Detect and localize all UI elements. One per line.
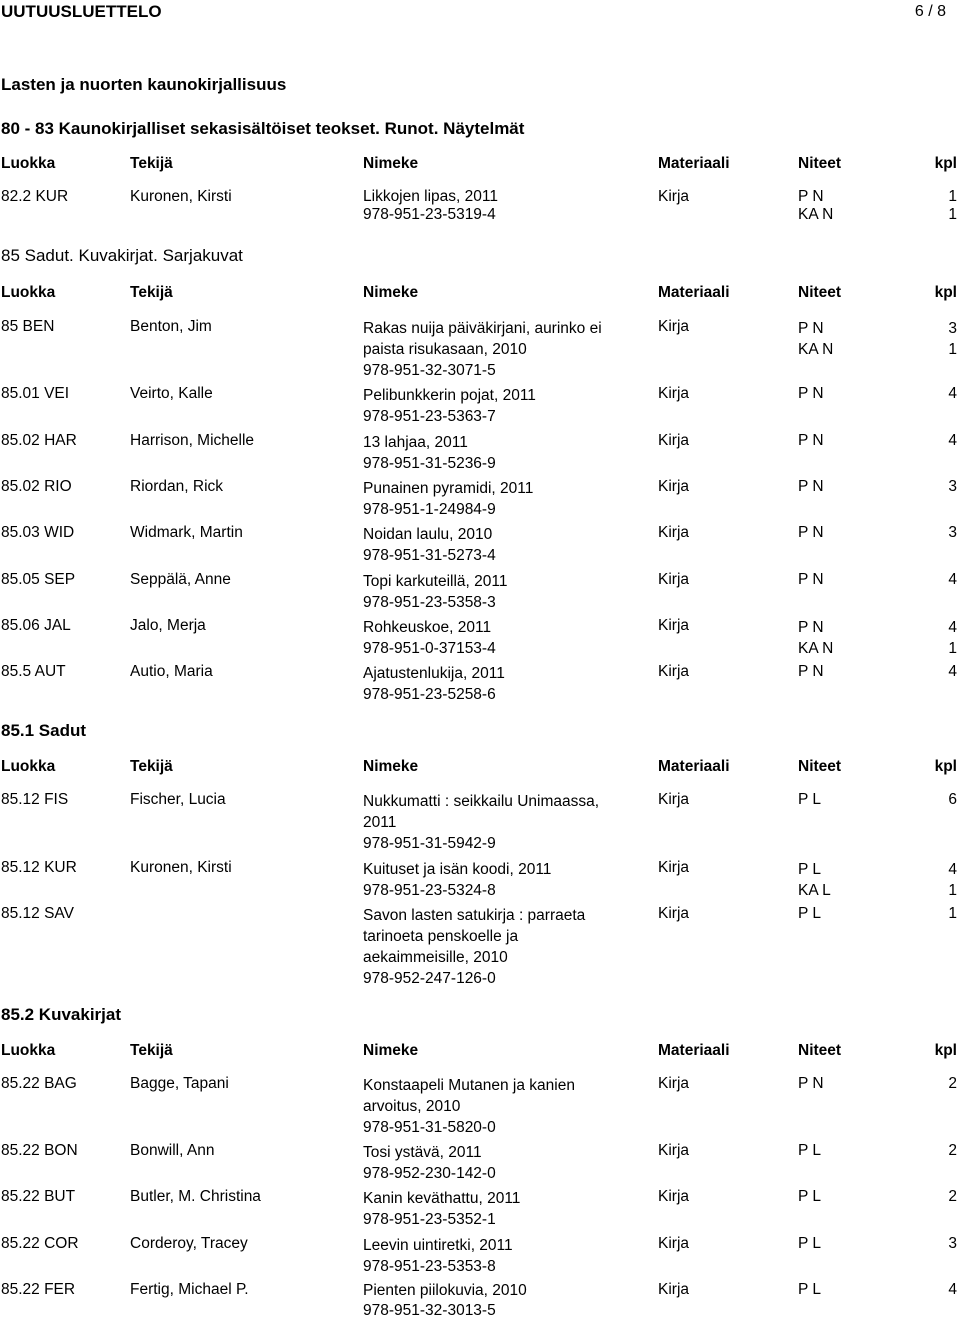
row-niteet: P N: [798, 432, 824, 449]
row-luokka: 85.02 RIO: [1, 478, 72, 495]
row-materiaali: Kirja: [658, 432, 690, 449]
nimeke-line: 978-951-0-37153-4: [363, 640, 496, 657]
nimeke-line: 978-951-32-3013-5: [363, 1302, 496, 1319]
nimeke-line: 978-951-1-24984-9: [363, 501, 496, 518]
row-tekija: Fischer, Lucia: [130, 791, 226, 808]
header-niteet: Niteet: [798, 284, 842, 301]
section-title: 80 - 83 Kaunokirjalliset sekasisältöiset teokset. Runot. Näytelmät: [1, 119, 525, 138]
row-niteet: P N: [798, 478, 824, 495]
row-tekija: Autio, Maria: [130, 663, 213, 680]
row-nimeke: [363, 905, 585, 989]
row-kpl: 1: [948, 905, 957, 922]
nimeke-line: Pienten piilokuvia, 2010: [363, 1282, 527, 1299]
row-materiaali: Kirja: [658, 188, 690, 205]
row-luokka: 85.02 HAR: [1, 432, 77, 449]
row-luokka: 85.22 BON: [1, 1142, 78, 1159]
nimeke-line: 978-951-23-5352-1: [363, 1211, 496, 1228]
row-luokka: 85.5 AUT: [1, 663, 66, 680]
nimeke-line: paista risukasaan, 2010: [363, 341, 527, 358]
row-luokka: 85.03 WID: [1, 524, 75, 541]
row-nimeke: [363, 1075, 575, 1138]
header-nimeke: Nimeke: [363, 284, 419, 301]
nimeke-line: 978-951-23-5324-8: [363, 882, 496, 899]
nimeke-line: 978-951-32-3071-5: [363, 362, 496, 379]
row-materiaali: Kirja: [658, 859, 690, 876]
row-tekija: Corderoy, Tracey: [130, 1235, 248, 1252]
row-tekija: Riordan, Rick: [130, 478, 224, 495]
section-title: 85.2 Kuvakirjat: [1, 1005, 122, 1024]
row-materiaali: Kirja: [658, 524, 690, 541]
nimeke-line: 978-951-31-5820-0: [363, 1119, 496, 1136]
row-kpl: [948, 617, 957, 659]
row-tekija: Jalo, Merja: [130, 617, 206, 634]
nimeke-line: 978-951-31-5942-9: [363, 835, 496, 852]
niteet-line: P N: [798, 619, 824, 636]
nimeke-line: Topi karkuteillä, 2011: [363, 573, 508, 590]
header-luokka: Luokka: [1, 1042, 56, 1059]
row-nimeke: [363, 524, 496, 566]
row-kpl: [948, 318, 957, 360]
header-luokka: Luokka: [1, 758, 56, 775]
header-luokka: Luokka: [1, 155, 56, 172]
nimeke-line: Likkojen lipas, 2011: [363, 188, 498, 205]
row-materiaali: Kirja: [658, 1281, 690, 1298]
header-niteet: Niteet: [798, 155, 842, 172]
nimeke-line: 978-951-31-5273-4: [363, 547, 496, 564]
niteet-line: KA N: [798, 640, 834, 657]
niteet-line: P L: [798, 861, 821, 878]
row-tekija: Bonwill, Ann: [130, 1142, 215, 1159]
row-kpl: 6: [948, 791, 957, 808]
nimeke-line: 13 lahjaa, 2011: [363, 434, 468, 451]
row-kpl: [948, 188, 957, 224]
header-kpl: kpl: [934, 758, 957, 775]
row-materiaali: Kirja: [658, 1142, 690, 1159]
row-nimeke: [363, 478, 533, 520]
kpl-line: 1: [948, 341, 957, 358]
section-title: 85.1 Sadut: [1, 721, 87, 740]
row-luokka: 85.22 FER: [1, 1281, 76, 1298]
row-tekija: Bagge, Tapani: [130, 1075, 229, 1092]
row-luokka: 85.22 BAG: [1, 1075, 77, 1092]
header-materiaali: Materiaali: [658, 284, 730, 301]
nimeke-line: arvoitus, 2010: [363, 1098, 461, 1115]
nimeke-line: Tosi ystävä, 2011: [363, 1144, 482, 1161]
header-kpl: kpl: [934, 155, 957, 172]
header-luokka: Luokka: [1, 284, 56, 301]
row-nimeke: [363, 1281, 527, 1321]
row-materiaali: Kirja: [658, 318, 690, 335]
row-tekija: Fertig, Michael P.: [130, 1281, 249, 1298]
nimeke-line: Kuituset ja isän koodi, 2011: [363, 861, 552, 878]
row-nimeke: [363, 188, 498, 224]
row-tekija: Benton, Jim: [130, 318, 212, 335]
row-luokka: 85.22 COR: [1, 1235, 79, 1252]
row-tekija: Kuronen, Kirsti: [130, 859, 232, 876]
section-title-text: 85 Sadut. Kuvakirjat. Sarjakuvat: [1, 246, 243, 265]
row-niteet: P N: [798, 1075, 824, 1092]
row-kpl: 4: [948, 571, 957, 588]
row-luokka: 85.12 KUR: [1, 859, 77, 876]
row-tekija: Seppälä, Anne: [130, 571, 231, 588]
kpl-line: 1: [948, 206, 957, 223]
header-tekija: Tekijä: [130, 155, 173, 172]
row-kpl: 2: [948, 1142, 957, 1159]
row-niteet: P L: [798, 1142, 821, 1159]
row-materiaali: Kirja: [658, 385, 690, 402]
row-niteet: [798, 188, 833, 224]
header-niteet: Niteet: [798, 1042, 842, 1059]
row-tekija: Butler, M. Christina: [130, 1188, 261, 1205]
section-title: [1, 247, 243, 265]
row-kpl: 4: [948, 432, 957, 449]
row-nimeke: [363, 1142, 496, 1184]
row-kpl: 3: [948, 524, 957, 541]
row-kpl: 4: [948, 663, 957, 680]
row-kpl: [948, 859, 957, 901]
nimeke-line: 978-951-23-5358-3: [363, 594, 496, 611]
kpl-line: 4: [948, 861, 957, 878]
row-kpl: 4: [948, 385, 957, 402]
header-tekija: Tekijä: [130, 284, 173, 301]
kpl-line: 1: [948, 882, 957, 899]
row-niteet: P N: [798, 571, 824, 588]
row-kpl: 2: [948, 1075, 957, 1092]
kpl-line: 1: [948, 188, 957, 205]
row-nimeke: [363, 432, 496, 474]
header-materiaali: Materiaali: [658, 758, 730, 775]
nimeke-line: tarinoeta penskoelle ja: [363, 928, 519, 945]
nimeke-line: 978-951-31-5236-9: [363, 455, 496, 472]
row-niteet: P L: [798, 1188, 821, 1205]
row-luokka: 85.05 SEP: [1, 571, 76, 588]
nimeke-line: Nukkumatti : seikkailu Unimaassa,: [363, 793, 600, 810]
row-niteet: P N: [798, 663, 824, 680]
row-nimeke: [363, 1188, 520, 1230]
page-number: 6 / 8: [914, 3, 946, 20]
row-niteet: [798, 859, 831, 901]
niteet-line: KA L: [798, 882, 831, 899]
row-tekija: Kuronen, Kirsti: [130, 188, 232, 205]
row-materiaali: Kirja: [658, 1075, 690, 1092]
nimeke-line: Ajatustenlukija, 2011: [363, 665, 505, 682]
nimeke-line: 978-952-247-126-0: [363, 970, 496, 987]
nimeke-line: Noidan laulu, 2010: [363, 526, 493, 543]
kpl-line: 4: [948, 619, 957, 636]
header-kpl: kpl: [934, 1042, 957, 1059]
header-materiaali: Materiaali: [658, 155, 730, 172]
niteet-line: P N: [798, 188, 824, 205]
nimeke-line: 2011: [363, 814, 397, 831]
header-niteet: Niteet: [798, 758, 842, 775]
header-nimeke: Nimeke: [363, 1042, 419, 1059]
row-materiaali: Kirja: [658, 1188, 690, 1205]
row-niteet: [798, 318, 833, 360]
header-tekija: Tekijä: [130, 758, 173, 775]
row-tekija: Harrison, Michelle: [130, 432, 255, 449]
nimeke-line: 978-952-230-142-0: [363, 1165, 496, 1182]
nimeke-line: 978-951-23-5258-6: [363, 686, 496, 703]
nimeke-line: Rakas nuija päiväkirjani, aurinko ei: [363, 320, 602, 337]
nimeke-line: aekaimmeisille, 2010: [363, 949, 508, 966]
header-nimeke: Nimeke: [363, 758, 419, 775]
row-kpl: 2: [948, 1188, 957, 1205]
row-nimeke: [363, 571, 507, 613]
nimeke-line: Pelibunkkerin pojat, 2011: [363, 387, 536, 404]
nimeke-line: 978-951-23-5319-4: [363, 206, 496, 223]
row-tekija: Veirto, Kalle: [130, 385, 213, 402]
row-nimeke: [363, 859, 551, 901]
row-niteet: P N: [798, 524, 824, 541]
nimeke-line: 978-951-23-5363-7: [363, 408, 496, 425]
nimeke-line: Punainen pyramidi, 2011: [363, 480, 534, 497]
row-tekija: Widmark, Martin: [130, 524, 243, 541]
row-materiaali: Kirja: [658, 905, 690, 922]
nimeke-line: 978-951-23-5353-8: [363, 1258, 496, 1275]
nimeke-line: Leevin uintiretki, 2011: [363, 1237, 513, 1254]
row-materiaali: Kirja: [658, 478, 690, 495]
niteet-line: P N: [798, 320, 824, 337]
header-nimeke: Nimeke: [363, 155, 419, 172]
nimeke-line: Kanin keväthattu, 2011: [363, 1190, 521, 1207]
row-niteet: P L: [798, 905, 821, 922]
header-tekija: Tekijä: [130, 1042, 173, 1059]
row-luokka: 85.01 VEI: [1, 385, 70, 402]
kpl-line: 1: [948, 640, 957, 657]
row-nimeke: [363, 663, 505, 705]
row-luokka: 82.2 KUR: [1, 188, 69, 205]
niteet-line: KA N: [798, 341, 834, 358]
row-materiaali: Kirja: [658, 663, 690, 680]
row-nimeke: [363, 791, 599, 854]
nimeke-line: Rohkeuskoe, 2011: [363, 619, 492, 636]
kpl-line: 3: [948, 320, 957, 337]
row-materiaali: Kirja: [658, 571, 690, 588]
row-niteet: P N: [798, 385, 824, 402]
row-kpl: 4: [948, 1281, 957, 1298]
main-section-title: Lasten ja nuorten kaunokirjallisuus: [1, 75, 287, 94]
row-luokka: 85.12 FIS: [1, 791, 69, 808]
row-kpl: 3: [948, 1235, 957, 1252]
row-luokka: 85.06 JAL: [1, 617, 71, 634]
document-title: UUTUUSLUETTELO: [1, 2, 162, 21]
row-nimeke: [363, 617, 496, 659]
row-nimeke: [363, 318, 602, 381]
header-kpl: kpl: [934, 284, 957, 301]
row-niteet: P L: [798, 791, 821, 808]
row-niteet: P L: [798, 1235, 821, 1252]
row-luokka: 85.12 SAV: [1, 905, 74, 922]
row-materiaali: Kirja: [658, 791, 690, 808]
header-materiaali: Materiaali: [658, 1042, 730, 1059]
row-nimeke: [363, 385, 536, 427]
row-luokka: 85 BEN: [1, 318, 55, 335]
row-luokka: 85.22 BUT: [1, 1188, 76, 1205]
nimeke-line: Konstaapeli Mutanen ja kanien: [363, 1077, 575, 1094]
row-materiaali: Kirja: [658, 1235, 690, 1252]
row-kpl: 3: [948, 478, 957, 495]
row-materiaali: Kirja: [658, 617, 690, 634]
row-nimeke: [363, 1235, 513, 1277]
nimeke-line: Savon lasten satukirja : parraeta: [363, 907, 586, 924]
row-niteet: P L: [798, 1281, 821, 1298]
niteet-line: KA N: [798, 206, 834, 223]
row-niteet: [798, 617, 833, 659]
